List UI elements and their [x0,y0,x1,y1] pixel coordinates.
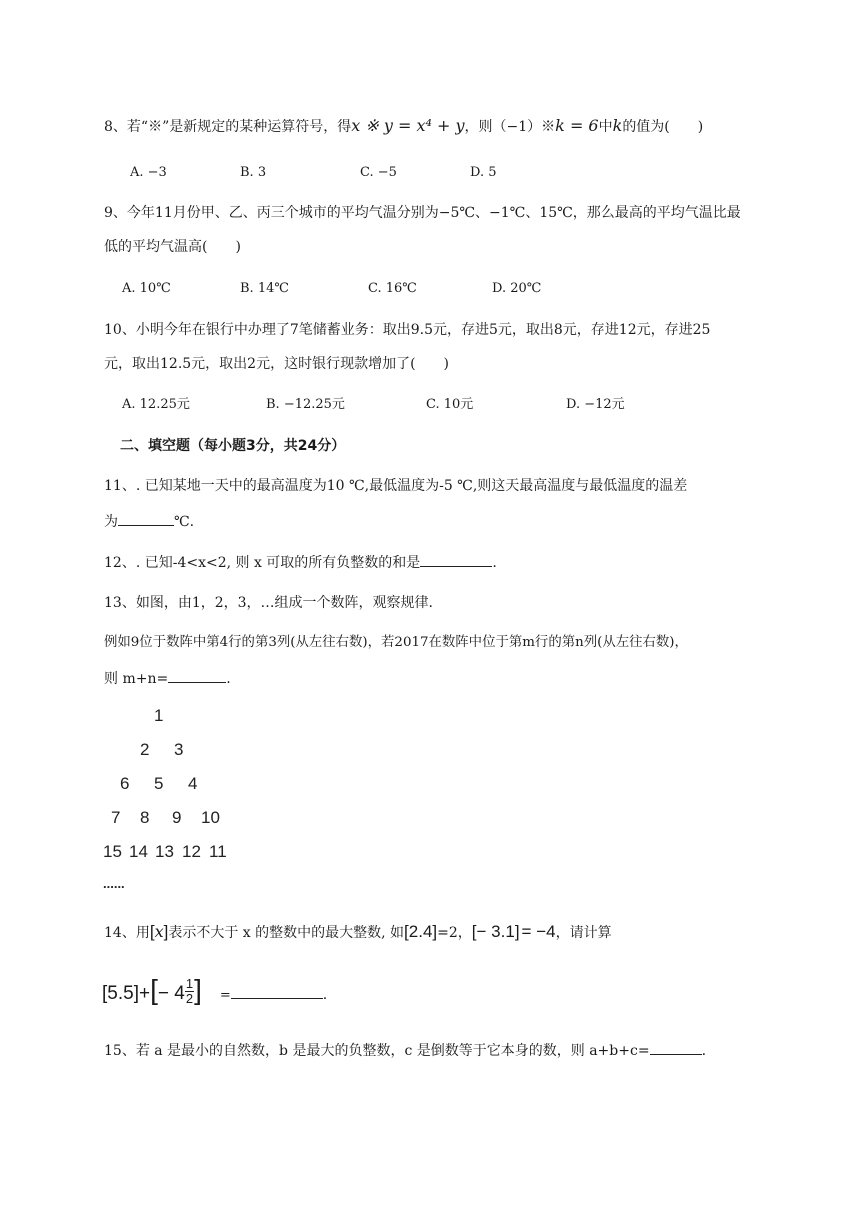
q14-example2: [− 3.1] [471,922,520,941]
q11-line2 [104,511,194,532]
q14-answer-blank[interactable] [231,984,323,999]
q10-line2: 元，取出12.5元，取出2元，这时银行现款增加了( ) [104,356,450,372]
section-2-heading: 二、填空题（每小题3分，共24分） [120,438,346,454]
triangle-cell: 14 [129,842,148,861]
question-12 [104,552,497,573]
q8-eq: k = 6 [555,116,599,135]
q8-mid2: 中 [598,119,613,135]
triangle-cell: 6 [120,774,130,793]
q14-term-a: [5.5] [102,983,139,1004]
q8-middle: ，则（−1）※ [464,119,556,135]
q14-term-b: [− 4 $\frac{1}{2}$ ] [150,974,202,1007]
q8-formula: x ※ y = x⁴ + y [351,116,465,135]
q12-prefix: 12、. 已知-4<x<2, 则 x 可取的所有负整数的和是 [104,555,421,571]
q12-suffix: . [492,555,497,571]
q11-suffix: ℃. [174,514,195,530]
q14-prefix: 14、用 [104,925,150,941]
q14-line2 [102,970,327,1016]
q14-equals: = [219,988,231,1003]
q8-option-d: D. 5 [470,165,497,180]
triangle-cell: 9 [172,808,182,827]
q13-suffix: . [226,671,231,687]
triangle-cell: 3 [174,740,184,759]
triangle-ellipsis: ...... [103,876,125,891]
q14-end: . [322,987,328,1003]
q14-example2-value: = −4 [521,922,556,941]
q14-suffix: ，请计算 [555,925,612,941]
q13-prefix: 则 m+n= [104,671,169,687]
triangle-cell: 4 [188,774,198,793]
triangle-cell: 13 [155,842,174,861]
q9-line2: 低的平均气温高( ) [104,239,241,255]
q14-example1-value: =2， [437,925,472,941]
question-8 [104,116,703,137]
q10-option-d: D. −12元 [566,397,625,412]
q9-option-d: D. 20℃ [492,281,542,296]
q15-prefix: 15、若 a 是最小的自然数，b 是最大的负整数，c 是倒数等于它本身的数，则 a+b+c= [104,1043,650,1059]
number-triangle-figure [100,700,232,896]
triangle-cell: 5 [154,774,164,793]
q13-line3 [104,668,231,689]
q14-fraction: $\frac{1}{2}$ [185,976,194,1007]
q13-line2: 例如9位于数阵中第4行的第3列(从左往右数)，若2017在数阵中位于第m行的第n列(从左往右数)， [104,635,688,650]
q8-prefix: 8、若“※”是新规定的某种运算符号，得 [104,119,352,135]
triangle-cell: 1 [154,706,164,725]
q11-line1: 11、. 已知某地一天中的最高温度为10 ℃,最低温度为-5 ℃,则这天最高温度与最低温度的温差 [104,478,688,494]
q9-line1: 9、今年11月份甲、乙、丙三个城市的平均气温分别为−5℃、−1℃、15℃，那么最高的平均气温比最 [104,205,741,221]
triangle-cell: 7 [111,808,121,827]
q14-line1 [104,922,612,943]
triangle-cell: 2 [140,740,150,759]
q14-plus: + [138,983,151,1004]
q13-answer-blank[interactable] [168,668,226,683]
q14-mid: 表示不大于 x 的整数中的最大整数, 如 [168,925,405,941]
q11-answer-blank[interactable] [118,511,174,526]
triangle-cell: 8 [140,808,150,827]
q10-option-a: A. 12.25元 [122,397,190,412]
q13-line1: 13、如图，由1，2，3，…组成一个数阵，观察规律. [104,595,433,611]
q8-k: k [612,116,623,135]
q15-suffix: . [701,1043,707,1059]
q10-line1: 10、小明今年在银行中办理了7笔储蓄业务：取出9.5元，存进5元，取出8元，存进12元，存进25 [104,322,711,338]
q8-suffix: 的值为( ) [622,119,704,135]
q10-option-b: B. −12.25元 [266,397,345,412]
q9-option-a: A. 10℃ [122,281,171,296]
triangle-cell: 10 [201,808,220,827]
q15-answer-blank[interactable] [650,1040,702,1055]
triangle-cell: 11 [209,842,227,861]
triangle-cell: 12 [182,842,201,861]
q14-floor-x: [x] [149,922,169,941]
q14-example1: [2.4] [404,922,438,941]
q9-option-c: C. 16℃ [368,281,417,296]
q8-option-a: A. −3 [130,165,167,180]
q8-option-b: B. 3 [240,165,267,180]
q10-option-c: C. 10元 [426,397,474,412]
question-15 [104,1040,706,1061]
q11-prefix: 为 [104,514,118,530]
triangle-cell: 15 [103,842,122,861]
q9-option-b: B. 14℃ [240,281,289,296]
q12-answer-blank[interactable] [420,552,492,567]
q8-option-c: C. −5 [360,165,397,180]
